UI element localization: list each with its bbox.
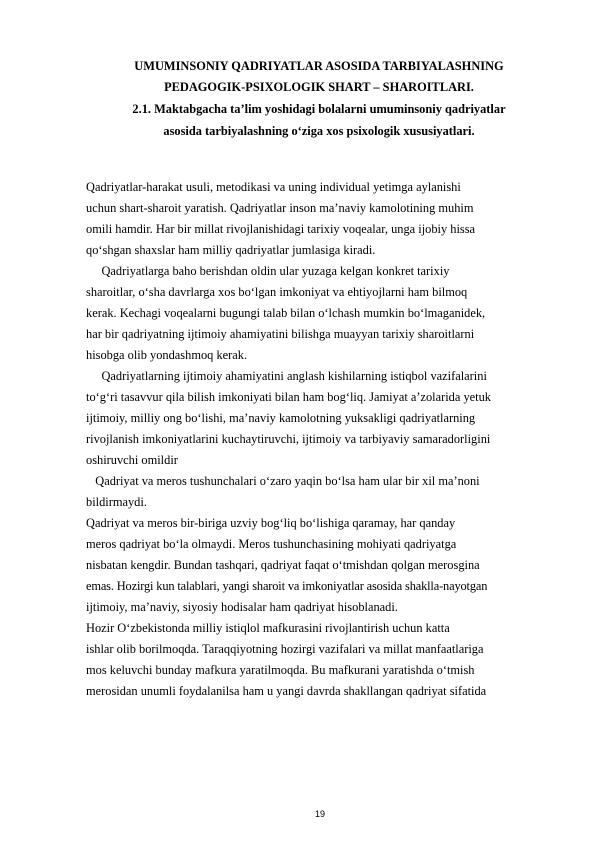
body-line: Qadriyatlarga baho berishdan oldin ular yuzaga kelgan konkret tarixiy bbox=[86, 264, 450, 278]
body-line: ishlar olib borilmoqda. Taraqqiyotning hozirgi vazifalari va millat manfaatlariga bbox=[86, 642, 484, 656]
section-title-line-1: 2.1. Maktabgacha ta’lim yoshidagi bolalarni umuminsoniy qadriyatlar bbox=[132, 102, 506, 116]
body-line: oshiruvchi omildir bbox=[86, 453, 178, 467]
body-line: har bir qadriyatning ijtimoiy ahamiyatini bilishga muayyan tarixiy sharoitlarni bbox=[86, 327, 475, 341]
section-title-line-2: asosida tarbiyalashning o‘ziga xos psixologik xususiyatlari. bbox=[163, 124, 475, 138]
chapter-title-line-1: UMUMINSONIY QADRIYATLAR ASOSIDA TARBIYALASHNING bbox=[134, 59, 504, 73]
body-line: Qadriyat va meros bir-biriga uzviy bog‘liq bo‘lishiga qaramay, har qanday bbox=[86, 516, 456, 530]
body-line: Hozir O‘zbekistonda milliy istiqlol mafkurasini rivojlantirish uchun katta bbox=[86, 621, 450, 635]
page-number: 19 bbox=[314, 809, 325, 819]
body-line: Qadriyatlarning ijtimoiy ahamiyatini anglash kishilarning istiqbol vazifalarini bbox=[86, 369, 487, 383]
body-line: ijtimoiy, ma’naviy, siyosiy hodisalar ham qadriyat hisoblanadi. bbox=[86, 600, 398, 614]
body-line: qo‘shgan shaxslar ham milliy qadriyatlar jumlasiga kiradi. bbox=[86, 243, 376, 257]
body-line: bildirmaydi. bbox=[86, 495, 147, 509]
body-line: sharoitlar, o‘sha davrlarga xos bo‘lgan imkoniyat va ehtiyojlarni ham bilmoq bbox=[86, 285, 468, 299]
body-line: meros qadriyat bo‘la olmaydi. Meros tushunchasining mohiyati qadriyatga bbox=[86, 537, 457, 551]
body-line: kerak. Kechagi voqealarni bugungi talab bilan o‘lchash mumkin bo‘lmaganidek, bbox=[86, 306, 486, 320]
body-line: ijtimoiy, milliy ong bo‘lishi, ma’naviy kamolotning yuksakligi qadriyatlarning bbox=[86, 411, 476, 425]
body-line: hisobga olib yondashmoq kerak. bbox=[86, 348, 248, 362]
body-line: rivojlanish imkoniyatlarini kuchaytiruvchi, ijtimoiy va tarbiyaviy samaradorligini bbox=[86, 432, 491, 446]
body-line: nisbatan kengdir. Bundan tashqari, qadriyat faqat o‘tmishdan qolgan merosgina bbox=[86, 558, 480, 572]
body-line: Qadriyat va meros tushunchalari o‘zaro yaqin bo‘lsa ham ular bir xil ma’noni bbox=[86, 474, 480, 488]
body-line: emas. Hozirgi kun talablari, yangi sharoit va imkoniyatlar asosida shaklla-nayotgan bbox=[86, 579, 488, 593]
chapter-title-line-2: PEDAGOGIK-PSIXOLOGIK SHART – SHAROITLARI. bbox=[164, 80, 474, 94]
body-line: Qadriyatlar-harakat usuli, metodikasi va uning individual yetimga aylanishi bbox=[86, 180, 461, 194]
body-line: omili hamdir. Har bir millat rivojlanishidagi tarixiy voqealar, unga ijobiy hissa bbox=[86, 222, 476, 236]
body-line: uchun shart-sharoit yaratish. Qadriyatlar inson ma’naviy kamolotining muhim bbox=[86, 201, 474, 215]
body-line: to‘g‘ri tasavvur qila bilish imkoniyati bilan ham bog‘liq. Jamiyat a’zolarida yetuk bbox=[86, 390, 492, 404]
body-line: merosidan unumli foydalanilsa ham u yangi davrda shakllangan qadriyat sifatida bbox=[86, 684, 487, 698]
body-line: mos keluvchi bunday mafkura yaratilmoqda. Bu mafkurani yaratishda o‘tmish bbox=[86, 663, 475, 677]
